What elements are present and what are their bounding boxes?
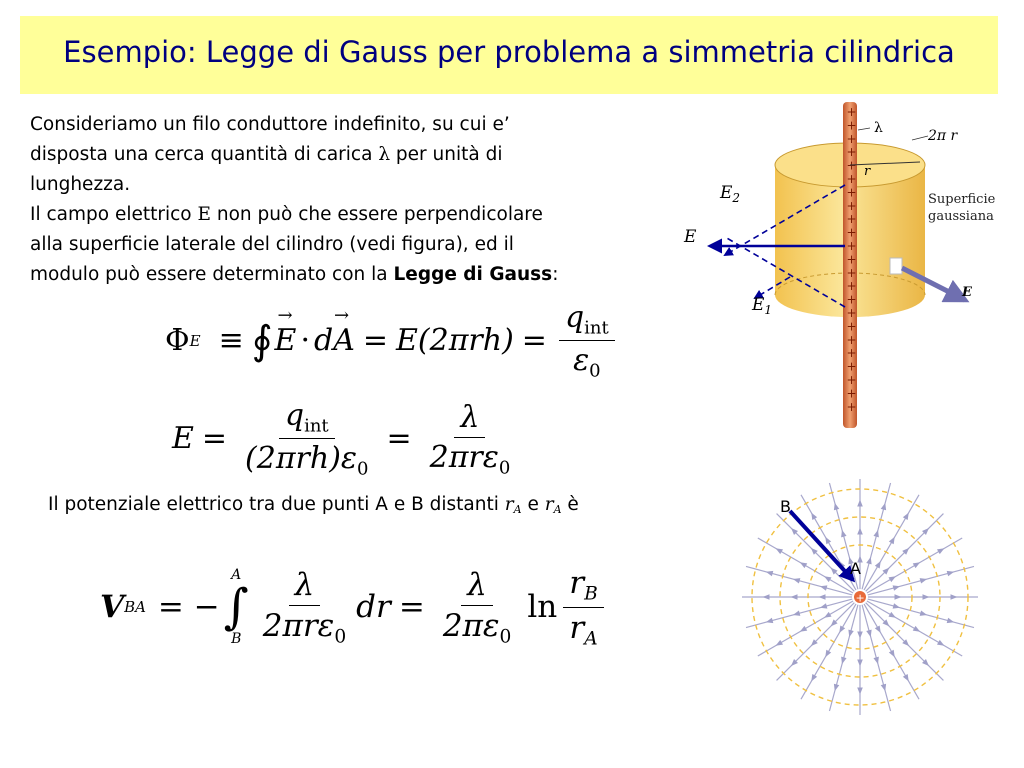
field-arrowhead [873,530,878,537]
field-arrowhead [819,594,826,600]
text: 2πrε [429,439,499,475]
text: modulo può essere determinato con la [30,264,394,285]
circumference-label: 2π r [928,128,958,144]
field-arrowhead [903,513,909,520]
plus-sign: + [846,265,857,280]
V-symbol: V [100,589,125,625]
field-arrowhead [776,640,783,646]
field-arrowhead [800,626,807,632]
r-symbol: r [504,494,514,515]
text: dA [314,323,355,359]
field-arrowhead [951,594,958,600]
intro-paragraph [30,110,690,290]
field-arrowhead [834,503,839,510]
field-arrowhead [893,585,900,590]
field-arrowhead [888,612,895,618]
ln-operator: ln [527,589,558,625]
surface-label-1: Superficie [928,192,996,207]
text: Il campo elettrico [30,204,198,225]
slide-title: Esempio: Legge di Gauss per problema a simmetria cilindrica [63,35,955,69]
field-arrowhead [903,674,909,681]
plus-sign: + [846,279,857,294]
potential-sentence [48,494,579,516]
field-arrowhead [881,503,886,510]
field-arrowhead [866,630,871,637]
fraction [424,400,517,478]
field-arrowhead [866,557,871,564]
field-arrowhead [888,576,895,582]
plus-sign: + [846,306,857,320]
q-symbol: q [564,300,585,335]
field-arrowhead [875,561,881,568]
field-arrowhead [895,594,902,600]
phi-subscript: E [189,331,201,350]
dr: dr [356,589,391,625]
plus-sign: + [846,185,857,200]
text: per unità di [390,144,503,165]
field-arrowhead [913,562,920,568]
intro-line: lunghezza. [30,174,131,195]
subscript: B [584,583,598,605]
text: è [561,494,579,515]
field-arrowhead [913,626,920,632]
denominator [563,608,603,650]
intro-line [30,200,690,230]
equals-sign: = [398,589,425,625]
lambda-label: λ [874,120,883,136]
gauss-law-label: Legge di Gauss [393,264,553,285]
plus-sign: + [846,118,857,133]
plus-sign: + [846,292,857,307]
denominator [239,439,374,479]
numerator [559,300,615,341]
denominator [567,341,607,381]
E-2pirh: E(2πrh) [396,323,514,359]
radial-field-figure [740,476,980,721]
lambda-leader [858,128,870,130]
A-label: A [850,559,861,578]
charge-plus: + [855,591,865,605]
equals-sign: = [362,323,389,359]
intro-line [30,140,690,170]
intro-line: alla superficie laterale del cilindro (vedi figura), ed il [30,234,514,255]
field-arrowhead [920,578,927,583]
vector-arrow: → [334,305,350,327]
subscript: A [553,503,562,516]
field-arrowhead [889,650,895,657]
field-arrowhead [824,576,831,582]
denominator [424,438,517,478]
plus-sign: + [846,212,857,227]
surface-patch [890,258,902,274]
fraction [437,567,518,648]
E-vector [274,305,297,359]
intro-line [30,260,690,290]
r-label: r [864,164,871,179]
fraction [559,300,615,382]
equiv-sign: ≡ [218,323,244,359]
field-arrowhead [841,657,846,664]
field-arrowhead [889,537,895,544]
equals-sign: = [201,421,228,457]
field-arrowhead [893,603,900,608]
field-arrowhead [839,625,845,632]
subscript: int [304,415,329,437]
field-arrowhead [811,513,817,520]
subscript: 0 [334,626,347,648]
plus-sign: + [846,399,857,414]
field-arrowhead [800,562,807,568]
lambda-symbol: λ [378,144,391,165]
plus-sign: + [846,319,857,334]
plus-sign: + [846,145,857,160]
B-label: B [780,497,791,516]
text: disposta una cerca quantità di carica [30,144,379,165]
field-arrowhead [848,630,853,637]
field-arrowhead [825,537,831,544]
plus-sign: + [846,158,857,173]
field-arrowhead [841,530,846,537]
field-arrowhead [873,657,878,664]
field-arrowhead [776,548,783,554]
plus-sign: + [846,359,857,374]
title-bar [20,16,998,94]
text: 2πrε [262,607,335,644]
plus-sign: + [846,131,857,146]
text: 2πε [442,607,500,644]
plus-sign: + [846,386,857,401]
r-symbol: r [544,494,554,515]
upper-limit: A [231,567,242,583]
integral [224,568,249,646]
field-arrowhead [857,688,863,695]
fraction [563,565,604,649]
field-equation [172,398,520,480]
plus-sign: + [846,225,857,240]
potential-equation [100,565,608,649]
phi-symbol: Φ [165,323,190,359]
text: e [521,494,545,515]
field-arrowhead [857,660,863,667]
field-arrowhead [820,585,827,590]
q-symbol: q [284,398,305,433]
surface-label-2: gaussiana [928,209,994,224]
subscript: 0 [589,360,601,382]
gaussian-cylinder-figure [680,100,1010,435]
subscript: 0 [499,626,512,648]
E-symbol: E [172,421,194,457]
text: E [274,323,297,359]
denominator [257,606,352,648]
subscript: int [584,317,609,339]
field-arrowhead [834,684,839,691]
equals-minus: = − [157,589,220,625]
field-arrowhead [820,603,827,608]
field-arrowhead [857,500,863,507]
numerator [279,398,335,439]
field-arrowhead [947,618,954,623]
numerator: λ [454,400,485,438]
integral-sign: ∫ [223,579,249,635]
lower-limit: B [231,631,242,647]
subscript: A [584,628,598,649]
E1-label: $E_1$ [752,295,773,317]
r-symbol: r [569,565,585,601]
subscript: A [513,503,522,516]
text: : [552,264,559,285]
flux-equation [165,300,619,382]
E2-label: $E_2$ [720,183,741,205]
field-arrowhead [881,684,886,691]
field-arrowhead [766,571,773,576]
numerator: λ [289,567,321,606]
plus-sign: + [846,172,857,186]
r-symbol: r [569,609,585,646]
field-arrowhead [947,571,954,576]
field-arrowhead [763,594,770,600]
epsilon-symbol: ε [573,343,590,379]
plus-sign: + [846,198,857,213]
plus-sign: + [846,332,857,347]
vector-arrow: → [277,305,293,327]
plus-sign: + [846,346,857,361]
field-arrowhead [923,594,930,600]
field-arrowhead [937,640,944,646]
dot-operator: · [300,323,310,359]
circ-leader [912,136,928,140]
text: (2πrh)ε [245,441,358,477]
plus-sign: + [846,105,857,119]
plus-signs [847,105,857,414]
field-arrowhead [825,650,831,657]
field-arrowhead [920,610,927,615]
text: non può che essere perpendicolare [211,204,543,225]
subscript: 0 [357,458,369,480]
denominator [437,606,518,648]
plus-sign: + [846,239,857,253]
plus-sign: + [846,373,857,387]
field-arrowhead [857,528,863,535]
numerator: λ [461,567,493,606]
equals-sign: = [521,323,547,359]
field-arrowhead [791,594,798,600]
fraction [239,398,374,480]
contour-integral: ∮ [251,317,273,364]
plus-sign: + [846,252,857,267]
subscript: BA [124,598,146,616]
field-arrowhead [857,632,863,639]
subscript: 0 [498,456,511,478]
field-arrowhead [793,610,800,615]
field-arrowhead [937,548,944,554]
field-arrowhead [811,674,817,681]
E-symbol: E [197,204,211,225]
E-left-label: E [684,227,697,247]
dA-vector [314,305,355,359]
numerator [563,565,604,608]
field-arrowhead [766,618,773,623]
field-arrowhead [824,612,831,618]
field-arrowhead [875,625,881,632]
field-arrowhead [793,578,800,583]
text: Il potenziale elettrico tra due punti A e B distanti [48,494,505,515]
intro-line: Consideriamo un filo conduttore indefinito, su cui e’ [30,114,510,135]
equals-sign: = [386,421,412,457]
E-patch-label: E [962,285,972,300]
fraction [257,567,352,648]
